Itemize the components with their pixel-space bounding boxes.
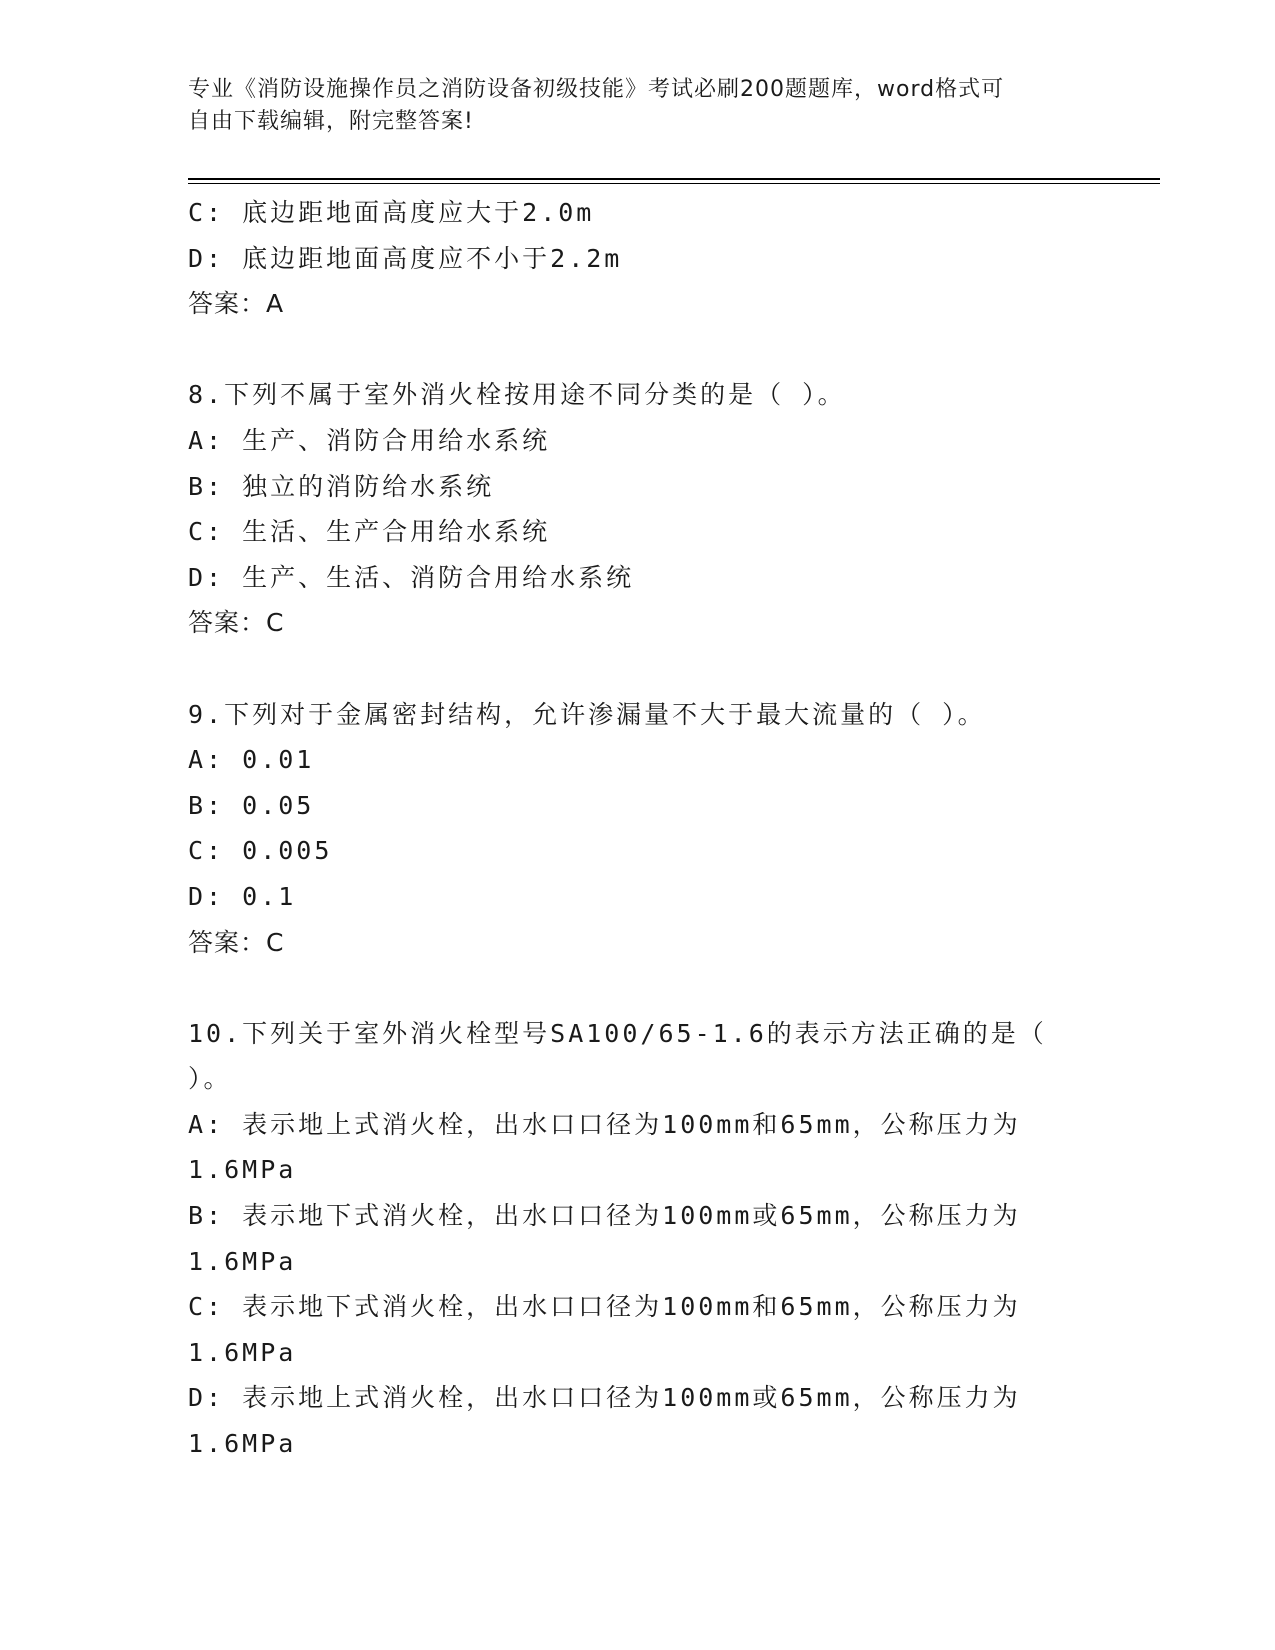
question-10-option-a-line-1: A: 表示地上式消火栓，出水口口径为100mm和65mm，公称压力为: [188, 1109, 1021, 1139]
question-10-option-b-line-1: B: 表示地下式消火栓，出水口口径为100mm或65mm，公称压力为: [188, 1201, 1021, 1231]
question-10-option-c-line-2: 1.6MPa: [188, 1337, 297, 1367]
header-divider-thick: [188, 178, 1160, 180]
question-10-text-line-1: 10.下列关于室外消火栓型号SA100/65-1.6的表示方法正确的是（: [188, 1018, 1047, 1048]
question-10-option-a-line-2: 1.6MPa: [188, 1155, 297, 1185]
question-9-option-b: B: 0.05: [188, 790, 315, 820]
question-8-option-b: B: 独立的消防给水系统: [188, 471, 495, 501]
header-title-line-2: 自由下载编辑，附完整答案!: [188, 109, 474, 134]
question-7-option-c: C: 底边距地面高度应大于2.0m: [188, 198, 595, 227]
question-10-option-b-line-2: 1.6MPa: [188, 1246, 297, 1276]
question-9-text: 9.下列对于金属密封结构，允许渗漏量不大于最大流量的（ ）。: [188, 699, 986, 729]
question-8-option-d: D: 生产、生活、消防合用给水系统: [188, 562, 635, 592]
question-9-option-a: A: 0.01: [188, 745, 315, 775]
question-8-option-a: A: 生产、消防合用给水系统: [188, 425, 551, 455]
spacer: [188, 965, 1088, 1011]
question-9: [188, 692, 1088, 966]
question-8-answer: 答案：C: [188, 608, 285, 638]
document-header: [188, 74, 1088, 138]
question-10-option-c-line-1: C: 表示地下式消火栓，出水口口径为100mm和65mm，公称压力为: [188, 1292, 1021, 1322]
question-7-continuation: [188, 190, 1088, 327]
question-8-text: 8.下列不属于室外消火栓按用途不同分类的是（ ）。: [188, 380, 846, 410]
question-10: [188, 1011, 1088, 1467]
header-title-line-1: 专业《消防设施操作员之消防设备初级技能》考试必刷200题题库，word格式可: [188, 77, 1005, 102]
spacer: [188, 327, 1088, 373]
question-9-answer: 答案：C: [188, 927, 285, 957]
spacer: [188, 646, 1088, 692]
question-list: [188, 190, 1088, 1467]
question-10-option-d-line-2: 1.6MPa: [188, 1429, 297, 1459]
question-10-text-line-2: ）。: [188, 1064, 232, 1094]
question-10-option-d-line-1: D: 表示地上式消火栓，出水口口径为100mm或65mm，公称压力为: [188, 1383, 1021, 1413]
question-7-answer: 答案：A: [188, 289, 285, 319]
question-9-option-c: C: 0.005: [188, 836, 333, 866]
question-7-option-d: D: 底边距地面高度应不小于2.2m: [188, 243, 623, 273]
header-divider-thin: [188, 183, 1160, 184]
question-9-option-d: D: 0.1: [188, 881, 297, 911]
question-8-option-c: C: 生活、生产合用给水系统: [188, 517, 551, 547]
question-8: [188, 372, 1088, 646]
